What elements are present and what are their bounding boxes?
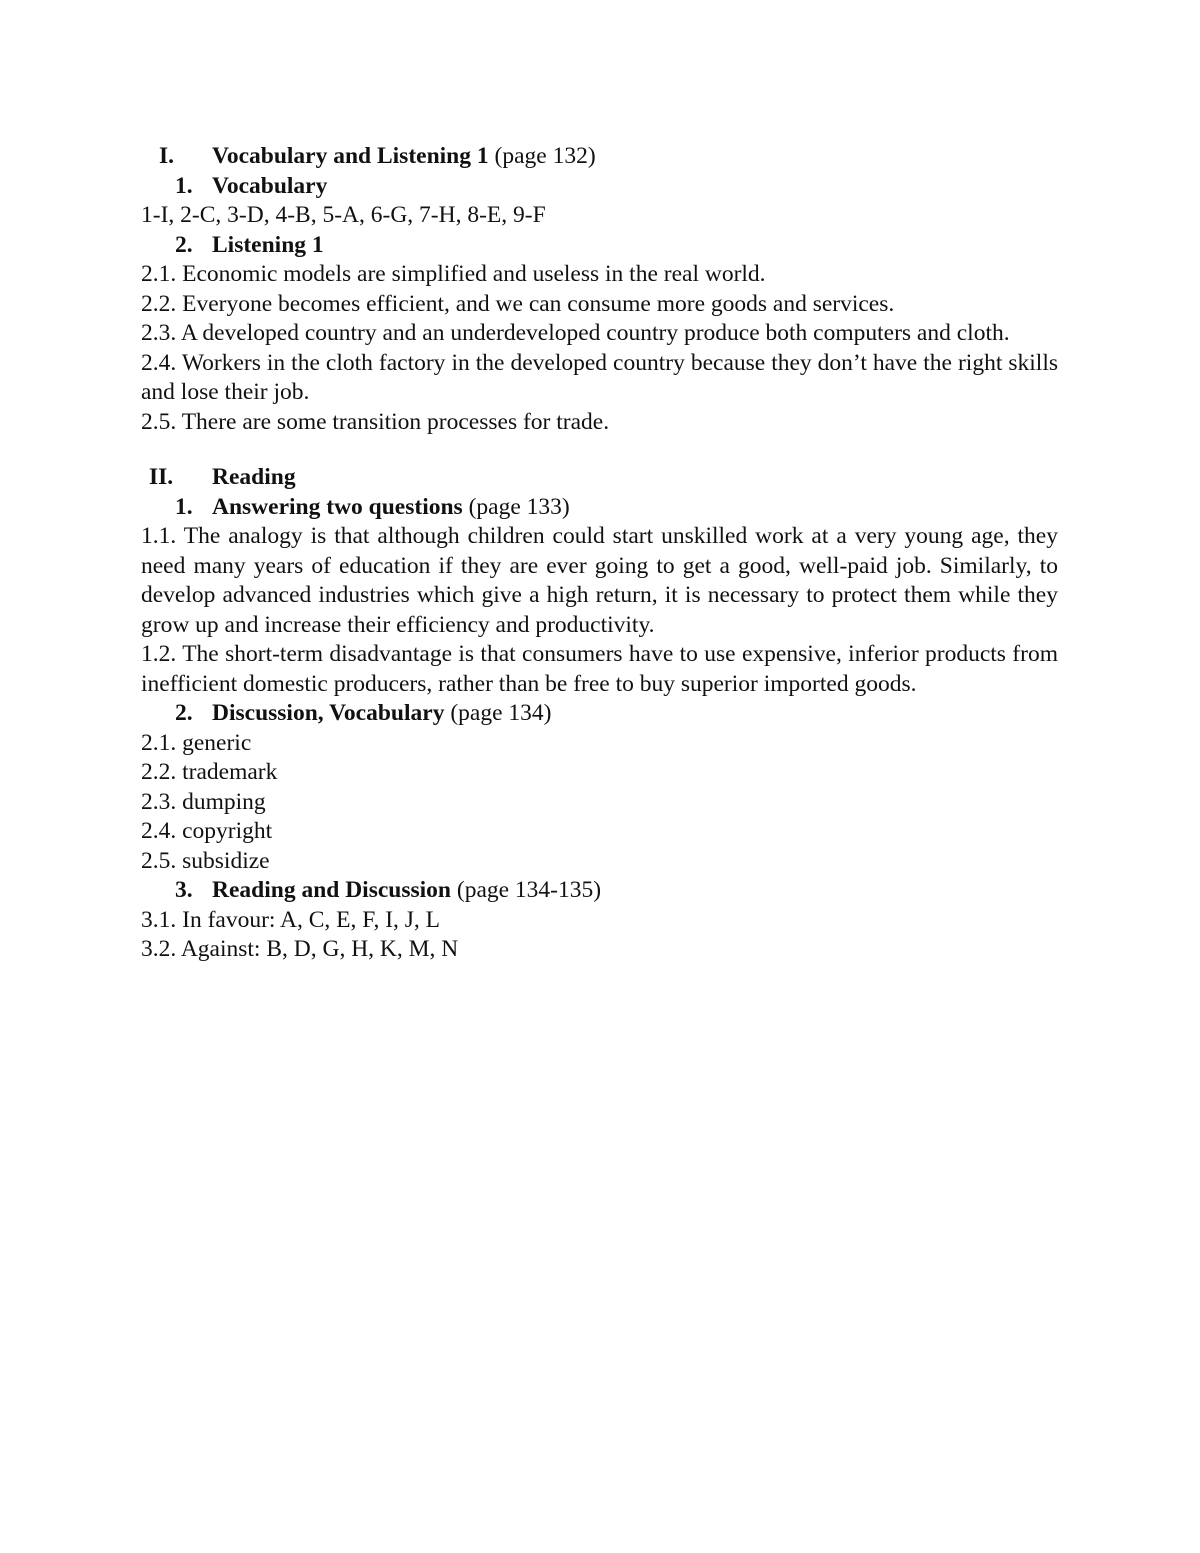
subsection-1-2-heading (141, 231, 1058, 261)
subsection-2-1-number: 1. (175, 493, 193, 520)
subsection-1-2-number: 2. (175, 231, 193, 258)
section-1-title: Vocabulary and Listening 1 (212, 143, 489, 169)
vocabulary-answers: 1-I, 2-C, 3-D, 4-B, 5-A, 6-G, 7-H, 8-E, 9-F (141, 202, 546, 228)
subsection-2-3-number: 3. (175, 877, 193, 903)
listening-answer-2-3: 2.3. A developed country and an underdeveloped country produce both computers and cloth. (141, 320, 1010, 346)
vocab-answer-2-3: 2.3. dumping (141, 788, 266, 815)
listening-answer-2-2: 2.2. Everyone becomes efficient, and we can consume more goods and services. (141, 290, 895, 317)
vocab-answer-2-4: 2.4. copyright (141, 818, 273, 844)
reading-answer-1-2: 1.2. The short-term disadvantage is that consumers have to use expensive, inferior products from inefficient domestic producers, rather than be free to buy superior imported goods. (141, 641, 1058, 697)
section-2-numeral: II. (149, 464, 174, 490)
vocab-answer-2-2: 2.2. trademark (141, 759, 278, 785)
subsection-2-3-heading (141, 876, 1058, 906)
listening-answer-2-5: 2.5. There are some transition processes for trade. (141, 408, 610, 435)
subsection-2-2-heading (141, 699, 1058, 729)
subsection-2-1-title: Answering two questions (212, 493, 463, 520)
subsection-2-2-page-ref: (page 134) (444, 700, 552, 726)
discussion-answer-3-2: 3.2. Against: B, D, G, H, K, M, N (141, 936, 459, 962)
subsection-1-2-title: Listening 1 (212, 231, 324, 258)
subsection-1-1-number: 1. (175, 172, 193, 199)
section-1-page-ref: (page 132) (488, 143, 596, 169)
subsection-2-1-heading (141, 493, 1058, 523)
section-1-heading (141, 142, 1058, 172)
document-page (141, 142, 1058, 965)
listening-answer-2-4: 2.4. Workers in the cloth factory in the developed country because they don’t have the right skills and lose their job. (141, 349, 1058, 405)
listening-answer-2-1: 2.1. Economic models are simplified and useless in the real world. (141, 261, 766, 287)
subsection-2-3-title: Reading and Discussion (212, 877, 451, 903)
subsection-2-3-page-ref: (page 134-135) (451, 877, 602, 903)
section-1-numeral: I. (159, 143, 175, 169)
subsection-2-1-page-ref: (page 133) (462, 493, 570, 520)
discussion-answer-3-1: 3.1. In favour: A, C, E, F, I, J, L (141, 906, 441, 933)
reading-answer-1-1: 1.1. The analogy is that although children could start unskilled work at a very young age, they need many years of education if they are ever going to get a good, well-paid job. Similarly, to develop advanced industries which give a high return, it is necessary to protect them while they grow up and increase their efficiency and productivity. (141, 523, 1058, 638)
vocab-answer-2-5: 2.5. subsidize (141, 847, 270, 874)
subsection-2-2-title: Discussion, Vocabulary (212, 700, 445, 726)
section-spacer (141, 437, 1058, 463)
section-2-title: Reading (212, 464, 296, 490)
vocab-answer-2-1: 2.1. generic (141, 729, 252, 756)
subsection-2-2-number: 2. (175, 700, 193, 726)
subsection-1-1-title: Vocabulary (212, 172, 328, 199)
subsection-1-1-heading (141, 172, 1058, 202)
section-2-heading (141, 463, 1058, 493)
